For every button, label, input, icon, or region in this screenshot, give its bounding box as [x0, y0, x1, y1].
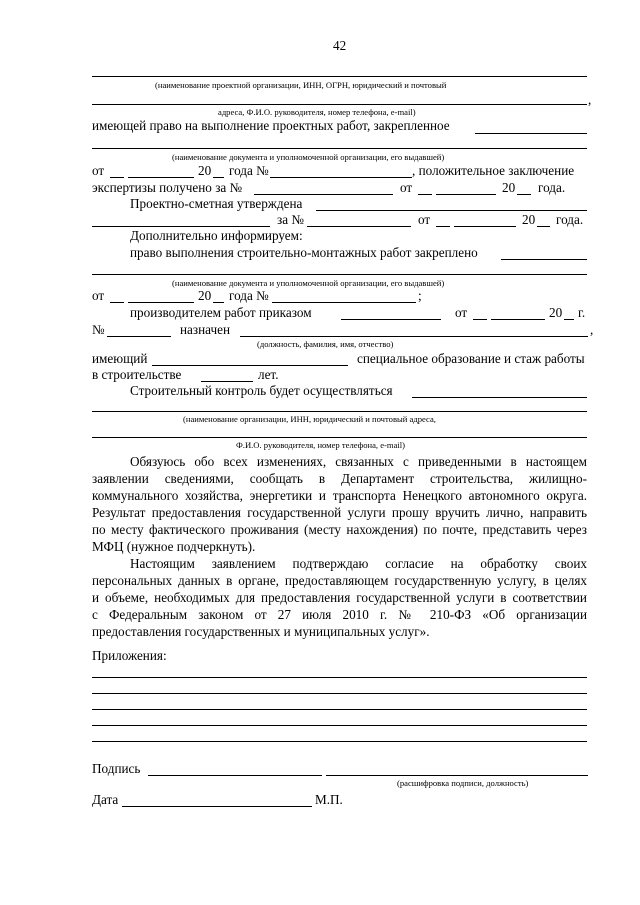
paragraph-2-line: с Федеральным законом от 27 июля 2010 г. № 210-ФЗ «Об организации — [92, 607, 587, 622]
text-appointed: назначен — [180, 322, 231, 337]
number-field[interactable] — [270, 177, 412, 178]
signature-label: Подпись — [92, 761, 141, 776]
comma: , — [588, 92, 592, 107]
label-year-no: года № — [229, 288, 269, 303]
day-field[interactable] — [436, 226, 450, 227]
text-positive-conclusion: , положительное заключение — [412, 163, 575, 178]
text-works-producer: производителем работ приказом — [130, 305, 312, 320]
label-number: № — [92, 322, 105, 337]
day-field[interactable] — [110, 177, 124, 178]
paragraph-1-line: Обязуюсь обо всех изменениях, связанных с приведенными в настоящем — [130, 454, 587, 469]
text-in-construction: в строительстве — [92, 367, 182, 382]
text-education-experience: специальное образование и стаж работы — [357, 351, 585, 366]
label-from: от — [418, 212, 431, 227]
year-prefix: 20 — [522, 212, 536, 227]
paragraph-2-line: и объеме, необходимых для предоставления государственной услуги в соответствии — [92, 590, 587, 605]
attachment-line[interactable] — [92, 709, 587, 710]
caption-position: (должность, фамилия, имя, отчество) — [257, 339, 394, 349]
org-name-line[interactable] — [92, 76, 587, 77]
page-number: 42 — [333, 38, 347, 53]
caption-control-org: (наименование организации, ИНН, юридический и почтовый адреса, — [183, 414, 436, 424]
year-prefix: 20 — [198, 163, 212, 178]
number-field[interactable] — [272, 302, 416, 303]
number-field[interactable] — [307, 226, 411, 227]
label-from: от — [92, 163, 105, 178]
caption-org-address: адреса, Ф.И.О. руководителя, номер телефона, e-mail) — [218, 107, 416, 117]
month-field[interactable] — [436, 194, 496, 195]
year-prefix: 20 — [502, 180, 516, 195]
expertise-number-field[interactable] — [254, 194, 393, 195]
approved-by-field[interactable] — [316, 210, 587, 211]
approved-by-field-2[interactable] — [92, 226, 270, 227]
caption-org: (наименование проектной организации, ИНН, ОГРН, юридический и почтовый — [155, 80, 447, 90]
construction-doc-line-2[interactable] — [92, 274, 587, 275]
attachments-label: Приложения: — [92, 648, 167, 663]
attachment-line[interactable] — [92, 677, 587, 678]
label-from: от — [92, 288, 105, 303]
text-year: года. — [538, 180, 566, 195]
appointee-field[interactable] — [240, 336, 588, 337]
day-field[interactable] — [418, 194, 432, 195]
attachment-line[interactable] — [92, 725, 587, 726]
year-field[interactable] — [517, 194, 531, 195]
label-from: от — [400, 180, 413, 195]
signature-field[interactable] — [148, 775, 322, 776]
paragraph-1-line: коммунального хозяйства, энергетики и транспорта Ненецкого автономного округа. — [92, 488, 587, 503]
text-having: имеющий — [92, 351, 148, 366]
day-field[interactable] — [110, 302, 124, 303]
label-number: за № — [277, 212, 304, 227]
control-org-line-2[interactable] — [92, 411, 587, 412]
order-number-field[interactable] — [341, 319, 441, 320]
text-construction-control: Строительный контроль будет осуществляться — [130, 383, 393, 398]
label-year-no: года № — [229, 163, 269, 178]
month-field[interactable] — [491, 319, 545, 320]
paragraph-1-line: заявлении сведениями, сообщать в Департамент строительства, жилищно- — [92, 471, 587, 486]
month-field[interactable] — [128, 177, 194, 178]
date-label: Дата — [92, 792, 119, 807]
caption-control-org-2: Ф.И.О. руководителя, номер телефона, e-mail) — [236, 440, 406, 450]
date-field[interactable] — [122, 806, 312, 807]
signature-decryption-field[interactable] — [326, 775, 588, 776]
project-right-doc-line[interactable] — [475, 133, 587, 134]
paragraph-2-line: предоставления государственных и муниципальных услуг». — [92, 624, 430, 639]
number-field[interactable] — [107, 336, 171, 337]
education-field[interactable] — [152, 365, 348, 366]
day-field[interactable] — [473, 319, 487, 320]
paragraph-1-line: Результат предоставления государственной услуги прошу вручить лично, направить — [92, 505, 587, 520]
caption-doc-2: (наименование документа и уполномоченной организации, его выдавшей) — [172, 278, 445, 288]
year-field[interactable] — [213, 177, 224, 178]
text-construction-right: право выполнения строительно-монтажных работ закреплено — [130, 245, 478, 260]
month-field[interactable] — [128, 302, 194, 303]
org-address-line[interactable] — [92, 104, 587, 105]
text-expertise: экспертизы получено за № — [92, 180, 243, 195]
control-org-line-3[interactable] — [92, 437, 587, 438]
control-org-field[interactable] — [412, 397, 587, 398]
text-project-right: имеющей право на выполнение проектных работ, закрепленное — [92, 118, 450, 133]
paragraph-1-line: по месту фактического проживания (месту нахождения) по почте, представить через — [92, 522, 587, 537]
attachment-line[interactable] — [92, 741, 587, 742]
text-year-short: г. — [578, 305, 586, 320]
label-from: от — [455, 305, 468, 320]
paragraph-2-line: персональных данных в органе, предоставляющем государственную услугу, в целях — [92, 573, 587, 588]
seal-label: М.П. — [315, 792, 343, 807]
attachment-line[interactable] — [92, 693, 587, 694]
comma: , — [590, 322, 594, 337]
year-prefix: 20 — [198, 288, 212, 303]
month-field[interactable] — [454, 226, 516, 227]
year-field[interactable] — [213, 302, 224, 303]
text-year: года. — [556, 212, 584, 227]
year-field[interactable] — [537, 226, 550, 227]
text-additional-info: Дополнительно информируем: — [130, 228, 303, 243]
semicolon: ; — [418, 288, 422, 303]
construction-doc-field[interactable] — [501, 259, 587, 260]
year-field[interactable] — [564, 319, 574, 320]
text-years: лет. — [258, 367, 279, 382]
year-prefix: 20 — [549, 305, 563, 320]
text-estimate-approved: Проектно-сметная утверждена — [130, 196, 303, 211]
project-doc-line-2[interactable] — [92, 148, 587, 149]
paragraph-1-line: МФЦ (нужное подчеркнуть). — [92, 539, 256, 554]
experience-years-field[interactable] — [201, 381, 253, 382]
paragraph-2-line: Настоящим заявлением подтверждаю согласие на обработку своих — [130, 556, 587, 571]
caption-doc-1: (наименование документа и уполномоченной организации, его выдавшей) — [172, 152, 445, 162]
caption-signature: (расшифровка подписи, должность) — [397, 778, 529, 788]
